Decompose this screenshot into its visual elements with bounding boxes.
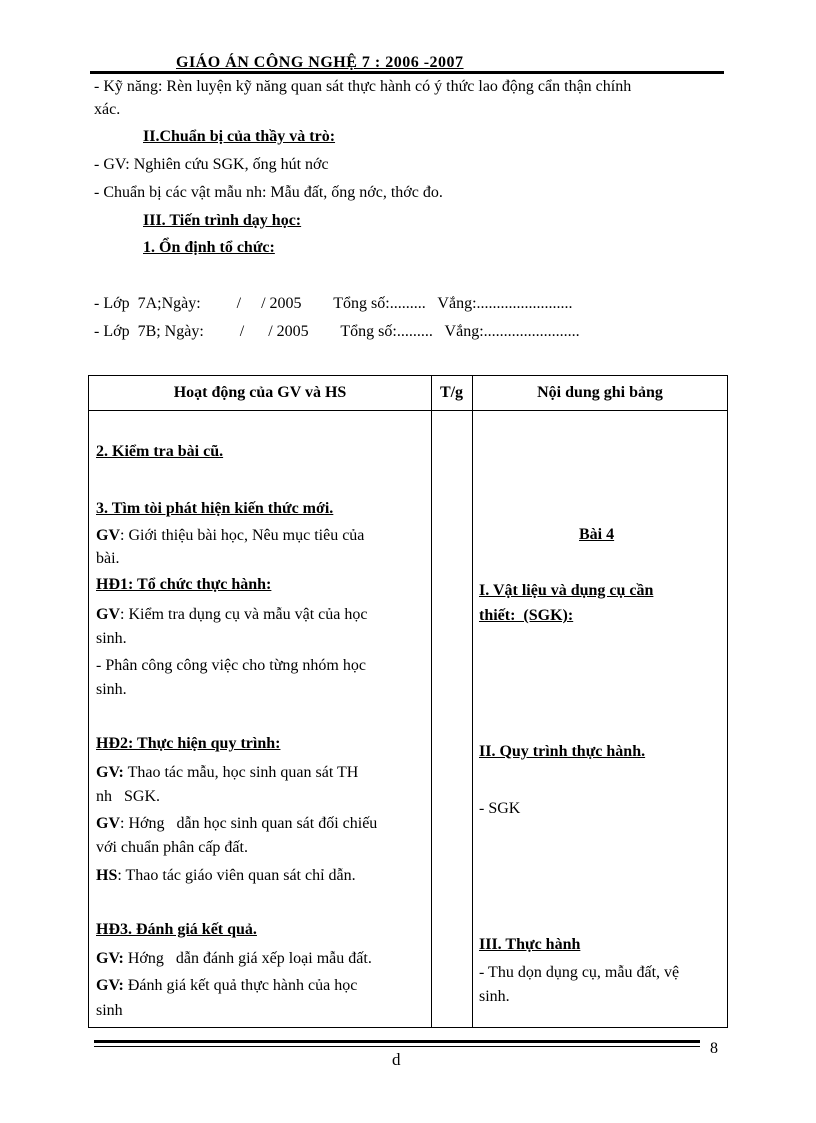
heading-kiem-tra: 2. Kiểm tra bài cũ.: [96, 443, 224, 460]
footer-rule-thin: [94, 1046, 700, 1047]
gv-intro-line-2: bài.: [96, 550, 120, 567]
skill-line-2: xác.: [94, 101, 121, 118]
gv-guide-line-1: [96, 815, 377, 833]
heading-hd2: HĐ2: Thực hiện quy trình:: [96, 735, 281, 752]
section2-heading: II.Chuẩn bị của thầy và trò:: [143, 128, 336, 145]
table-header-activities: Hoạt động của GV và HS: [173, 384, 347, 401]
section3-heading: III. Tiến trình dạy học:: [143, 212, 302, 229]
gv-grade-text: Hớng dẫn đánh giá xếp loại mẫu đất.: [123, 950, 372, 967]
footer-rule-thick: [94, 1040, 700, 1043]
cleanup-line-1: - Thu dọn dụng cụ, mẫu đất, vệ: [479, 964, 680, 981]
gv-check-text: : Kiểm tra dụng cụ và mẫu vật của học: [120, 606, 368, 623]
gv-grade-line: [96, 950, 372, 968]
practice-heading: III. Thực hành: [479, 936, 581, 953]
class-7b-line: - Lớp 7B; Ngày: / / 2005 Tổng số:......... Vắng:........................: [94, 323, 580, 340]
gv-demo-line-1: [96, 764, 358, 782]
gv-check-line-2: sinh.: [96, 630, 127, 647]
table-header-content: Nội dung ghi bảng: [537, 384, 663, 401]
gv-label: GV: [96, 527, 120, 544]
class-7a-line: - Lớp 7A;Ngày: / / 2005 Tổng số:......... Vắng:........................: [94, 295, 573, 312]
gv-eval-line-2: sinh: [96, 1002, 123, 1019]
table-col-divider-2: [472, 376, 473, 1027]
assign-line-2: sinh.: [96, 681, 127, 698]
section3-sub1: 1. Ổn định tổ chức:: [143, 239, 275, 256]
gv-demo-line-2: nh SGK.: [96, 788, 161, 805]
cleanup-line-2: sinh.: [479, 988, 510, 1005]
gv-label: GV: [96, 815, 120, 832]
materials-heading-line-1: I. Vật liệu và dụng cụ cần: [479, 582, 654, 599]
header-rule: [90, 71, 724, 74]
materials-heading-line-2: thiết: (SGK):: [479, 607, 574, 624]
table-header-divider: [89, 410, 727, 411]
gv-eval-text: Đánh giá kết quả thực hành của học: [123, 977, 358, 994]
procedure-heading: II. Quy trình thực hành.: [479, 743, 646, 760]
lesson-number: Bài 4: [579, 526, 615, 543]
assign-line-1: - Phân công công việc cho từng nhóm học: [96, 657, 366, 674]
gv-guide-text: : Hớng dẫn học sinh quan sát đối chiếu: [120, 815, 378, 832]
gv-eval-line-1: [96, 977, 357, 995]
footer-mark: d: [392, 1050, 401, 1069]
table-col-divider-1: [431, 376, 432, 1027]
gv-guide-line-2: với chuẩn phân cấp đất.: [96, 839, 248, 856]
heading-hd3: HĐ3. Đánh giá kết quả.: [96, 921, 257, 938]
gv-label: GV:: [96, 764, 124, 781]
gv-check-line-1: [96, 606, 367, 624]
gv-label: GV:: [96, 977, 124, 994]
heading-hd1: HĐ1: Tổ chức thực hành:: [96, 576, 272, 593]
lesson-table: [88, 375, 728, 1028]
gv-demo-text: Thao tác mẫu, học sinh quan sát TH: [123, 764, 359, 781]
gv-intro-line-1: [96, 527, 364, 545]
hs-label: HS: [96, 867, 118, 884]
skill-line-1: - Kỹ năng: Rèn luyện kỹ năng quan sát thực hành có ý thức lao động cẩn thận chính: [94, 78, 632, 95]
gv-intro-text: : Giới thiệu bài học, Nêu mục tiêu của: [120, 527, 365, 544]
page-header-title: GIÁO ÁN CÔNG NGHỆ 7 : 2006 -2007: [176, 54, 464, 71]
page-number: 8: [710, 1040, 718, 1057]
gv-label: GV: [96, 606, 120, 623]
hs-text: : Thao tác giáo viên quan sát chỉ dẫn.: [117, 867, 356, 884]
procedure-sgk: - SGK: [479, 800, 521, 817]
prepare-line: - Chuẩn bị các vật mẫu nh: Mẫu đất, ống nớc, thớc đo.: [94, 184, 443, 201]
gv-label: GV:: [96, 950, 124, 967]
gv-prep-line: - GV: Nghiên cứu SGK, ống hút nớc: [94, 156, 329, 173]
heading-tim-toi: 3. Tìm tòi phát hiện kiến thức mới.: [96, 500, 334, 517]
hs-line: [96, 867, 356, 885]
table-header-time: T/g: [439, 384, 464, 401]
